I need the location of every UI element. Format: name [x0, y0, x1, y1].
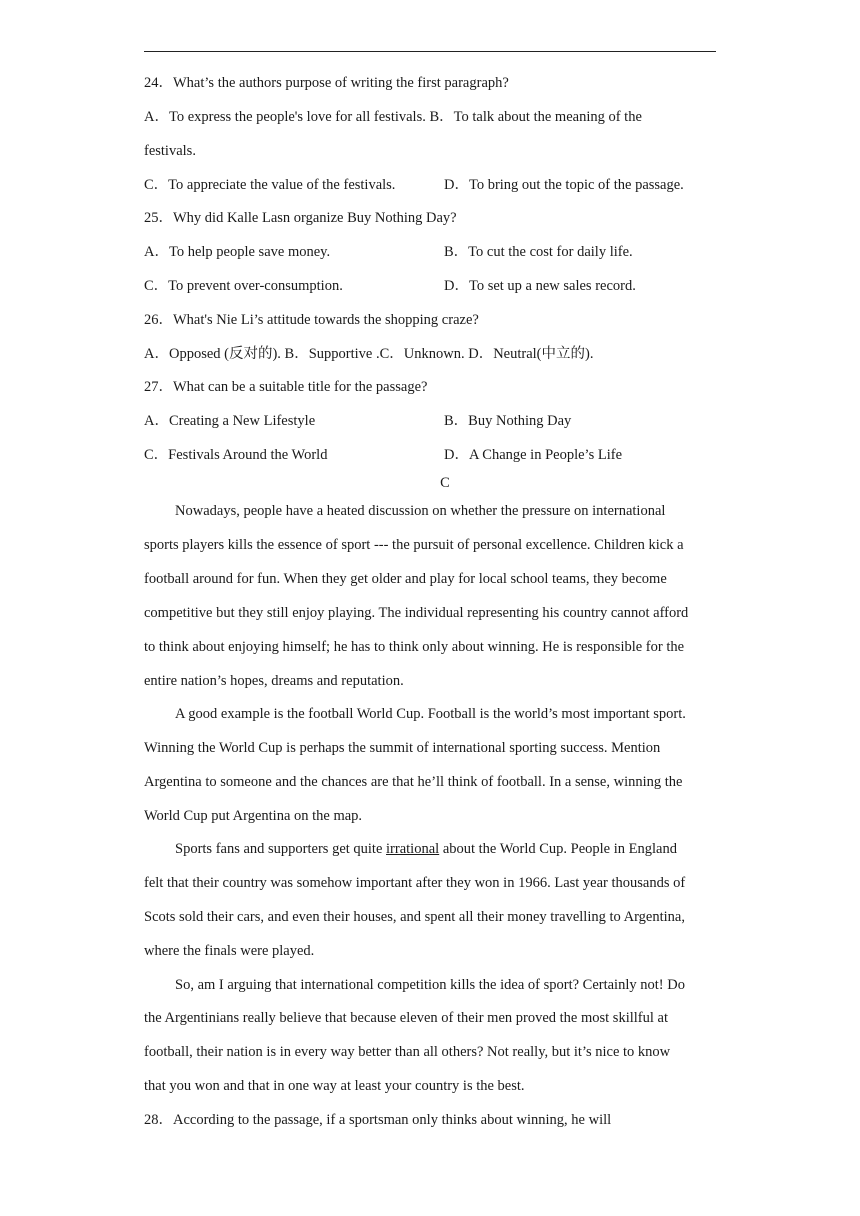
- underlined-word: irrational: [386, 841, 440, 857]
- q25-option-c: C．To prevent over-consumption.: [144, 278, 343, 294]
- q25-option-a: A．To help people save money.: [144, 244, 331, 260]
- q27-option-a: A．Creating a New Lifestyle: [144, 413, 316, 429]
- passage-p3-line: Scots sold their cars, and even their houses, and spent all their money travelling to Argentina,: [144, 909, 685, 925]
- passage-p3-text: Sports fans and supporters get quite: [175, 841, 387, 857]
- passage-p3-text: about the World Cup. People in England: [439, 841, 677, 857]
- q26-stem: 26．What's Nie Li’s attitude towards the shopping craze?: [144, 312, 479, 328]
- passage-p4-line: the Argentinians really believe that because eleven of their men proved the most skillful at: [144, 1010, 668, 1026]
- q24-option-c: C．To appreciate the value of the festivals.: [144, 177, 396, 193]
- q25-option-b: B．To cut the cost for daily life.: [444, 244, 633, 260]
- passage-p2-line: World Cup put Argentina on the map.: [144, 808, 363, 824]
- passage-p1-line: to think about enjoying himself; he has to think only about winning. He is responsible for the: [144, 639, 685, 655]
- passage-p2-line: Argentina to someone and the chances are that he’ll think of football. In a sense, winning the: [144, 774, 683, 790]
- passage-p4-line: football, their nation is in every way better than all others? Not really, but it’s nice to know: [144, 1044, 671, 1060]
- q24-option-d: D．To bring out the topic of the passage.: [444, 177, 684, 193]
- passage-p4-line: that you won and that in one way at least your country is the best.: [144, 1078, 525, 1094]
- q26-options: A．Opposed (反对的). B．Supportive .C．Unknown. D．Neutral(中立的).: [144, 346, 594, 362]
- passage-p3-line: where the finals were played.: [144, 943, 315, 959]
- passage-p3-line: felt that their country was somehow important after they won in 1966. Last year thousands of: [144, 875, 686, 891]
- q24-option-a-b: A．To express the people's love for all festivals. B．To talk about the meaning of the: [144, 109, 642, 125]
- q27-option-d: D．A Change in People’s Life: [444, 447, 623, 463]
- passage-p3-first-line: [175, 839, 677, 859]
- q28-stem: 28．According to the passage, if a sportsman only thinks about winning, he will: [144, 1112, 612, 1128]
- q27-option-c: C．Festivals Around the World: [144, 447, 328, 463]
- q24-option-b-cont: festivals.: [144, 143, 196, 159]
- q25-option-d: D．To set up a new sales record.: [444, 278, 636, 294]
- passage-p4-line: So, am I arguing that international competition kills the idea of sport? Certainly not! Do: [175, 977, 685, 993]
- passage-p1-line: sports players kills the essence of sport --- the pursuit of personal excellence. Children kick a: [144, 537, 684, 553]
- passage-p2-line: A good example is the football World Cup. Football is the world’s most important sport.: [175, 706, 686, 722]
- q25-stem: 25．Why did Kalle Lasn organize Buy Nothing Day?: [144, 210, 457, 226]
- passage-p2-line: Winning the World Cup is perhaps the summit of international sporting success. Mention: [144, 740, 661, 756]
- passage-p1-line: Nowadays, people have a heated discussion on whether the pressure on international: [175, 503, 666, 519]
- section-label: C: [440, 475, 450, 491]
- q27-option-b: B．Buy Nothing Day: [444, 413, 572, 429]
- q27-stem: 27．What can be a suitable title for the passage?: [144, 379, 428, 395]
- header-rule: [144, 51, 716, 52]
- passage-p1-line: football around for fun. When they get older and play for local school teams, they become: [144, 571, 667, 587]
- passage-p1-line: competitive but they still enjoy playing. The individual representing his country cannot afford: [144, 605, 689, 621]
- passage-p1-line: entire nation’s hopes, dreams and reputation.: [144, 673, 404, 689]
- q24-stem: 24．What’s the authors purpose of writing the first paragraph?: [144, 75, 509, 91]
